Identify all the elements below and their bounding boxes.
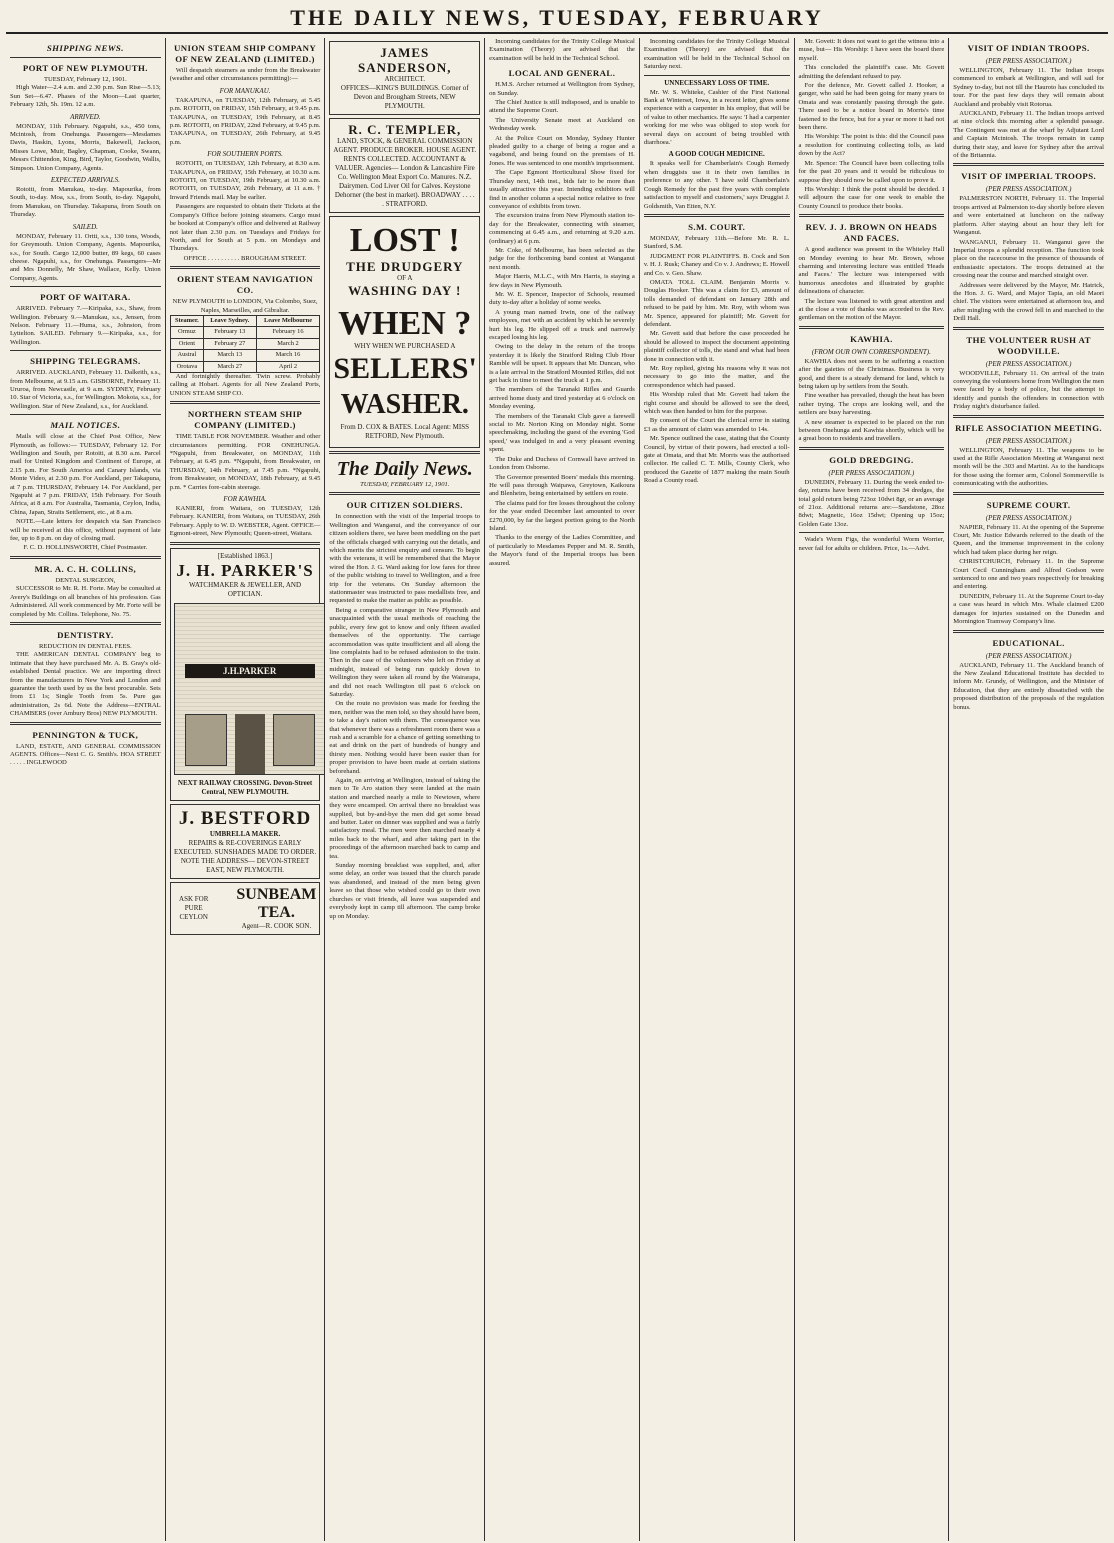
arrived-text: MONDAY, 11th February. Ngapuhi, s.s., 450 tons, Mcintosh, from Onehunga. Passengers—Mesdames Davis, Haskin, Lyons, Morris, Bakewell, Jackson, Misses Lowe, Muir, Bagley, Chapman, Cooke, Swann, Messrs Chittendon, King, Bird, Taylor, Goodwin, Wallis, Simpson. Union Company, Agents. [10, 122, 161, 172]
sailed-heading: SAILED. [72, 222, 98, 231]
schedule-cell: Ormuz [170, 327, 203, 338]
washer-ad [329, 216, 480, 448]
collins-heading: MR. A. C. H. COLLINS, [34, 563, 137, 574]
southern-heading: FOR SOUTHERN PORTS. [207, 150, 283, 159]
rush-sub: (PER PRESS ASSOCIATION.) [985, 359, 1072, 368]
manukau-heading: FOR MANUKAU. [219, 86, 271, 95]
sunbeam-ask: ASK FOR [179, 894, 209, 903]
educational-sub: (PER PRESS ASSOCIATION.) [985, 651, 1072, 660]
divider [799, 447, 945, 450]
lost-line-4: WASHING DAY ! [348, 283, 462, 298]
col5-intro: Incoming candidates for the Trinity College Musical Examination (Theory) are advised that the examination will be held in the Technical School on Saturday next. [643, 38, 790, 71]
bestford-ad [170, 804, 321, 879]
columns [6, 38, 1108, 1541]
gold-text: DUNEDIN, February 11. During the week ended to-day, returns have been received from 34 dredges, the total gold return being 723oz 10dwt 8gr, or an average of 21oz. Additional returns are:—Sandstone, 28oz 8dwt; Magnetic, 16oz 15dwt; Opening up 15oz; Golden Gate 13oz. [798, 478, 945, 528]
union-intro: Will despatch steamers as under from the Breakwater (weather and other circumstances permitting):— [169, 67, 321, 83]
local-para: At the Police Court on Monday, Sydney Hunter pleaded guilty to a charge of being a rogue and a vagabond, and being found on the premises of H. Jones. He was sentenced to one month's imprisonment. [489, 134, 635, 167]
column-7 [949, 38, 1108, 1541]
southern-text: ROTOITI, on TUESDAY, 12th February, at 8.30 a.m. TAKAPUNA, on FRIDAY, 15th February, at 10.30 a.m. ROTOITI, on TUESDAY, 19th February, at 10.30 a.m. ROTOITI, on TUESDAY, 26th February, at 11 a.m. † Inward Friends mail. May be earlier. [169, 160, 321, 201]
divider [644, 214, 790, 217]
expected-heading: EXPECTED ARRIVALS. [50, 176, 120, 185]
dentistry-text: THE AMERICAN DENTAL COMPANY beg to intimate that they have purchased Mr. A. B. Gray's old-established Dental practice. We are importing direct from the manufacturers in New York and London and guarantee the teeth used by us the best procurable. Sets from £1 1s; Single Tooth from 5s. Pure gas administration, 2s 6d. Note the Address—ENTRAL CHAMBERS (over Ambury Bros) NEW PLYMOUTH. [10, 651, 161, 718]
court-para: Mr. Roy replied, giving his reasons why it was not necessary to go into the matter, and the correspondence which had passed. [643, 365, 790, 389]
local-para: The members of the Taranaki Rifles and Guards arrived home dusty and tired yesterday at 6 o'clock on Monday evening. [489, 386, 635, 411]
supreme-para: CHRISTCHURCH, February 11. In the Supreme Court Cecil Cunningham and Alfred Godson were sentenced to one and two years respectively for breaking and entering. [953, 558, 1104, 591]
medicine-heading: A GOOD COUGH MEDICINE. [668, 150, 765, 159]
kawhia-route-heading: FOR KAWHIA. [223, 495, 267, 504]
divider [170, 401, 321, 404]
court-para: MONDAY, February 11th.—Before Mr. R. L. Stanford, S.M. [643, 234, 790, 251]
divider [799, 532, 945, 533]
pennington-heading: PENNINGTON & TUCK, [32, 729, 139, 740]
divider [10, 622, 161, 625]
dentistry-sub: REDUCTION IN DENTAL FEES. [39, 642, 132, 650]
shop-door [235, 714, 265, 774]
washer-text: From D. COX & BATES. Local Agent: MISS RETFORD, New Plymouth. [340, 423, 470, 440]
gold-heading: GOLD DREDGING. [829, 454, 914, 465]
rifle-text: WELLINGTON, February 11. The weapons to be used at the Rifle Association Meeting at Wanganui next month will be the .303 and Martini. As to the handicaps for those using the former arm, Colonel Sommerville is communicating with the authorities. [953, 446, 1104, 488]
kawhia-para: KAWHIA does not seem to be suffering a reaction after the gaieties of the Christmas. Business is very good, and there is a steady demand for land, which is being taken up by settlers from the South. [798, 357, 945, 390]
orient-note: And fortnightly thereafter. Twin screw. Probably calling at Hobart. Agents for all New Zealand Ports, UNION STEAM SHIP CO. [169, 372, 321, 397]
local-para: The University Senate meet at Auckland on Wednesday week. [489, 116, 635, 133]
tide-text: High Water—2.4 a.m. and 2.30 p.m. Sun Rise—5.13; Sun Set—6.47. Phases of the Moon—Last quarter, February 12th, 5h. 19m. 12 a.m. [10, 84, 161, 109]
column-4 [485, 38, 640, 1541]
port-date: TUESDAY, February 12, 1901. [43, 76, 127, 83]
kawhia-para: A new steamer is expected to be placed on the run between Onehunga and Kawhia shortly, which will be a great boon to residents and travellers. [798, 418, 945, 443]
orient-text: NEW PLYMOUTH to LONDON, Via Colombo, Suez, Naples, Marseilles, and Gibraltar. [172, 298, 318, 314]
soldiers-para: Again, on arriving at Wellington, instead of taking the men to Te Aro station they were landed at the main station and marched nearly a mile to Newtown, where they were encamped. On arrival there no breakfast was supplied, but by-and-bye the men did get some bread and butter. Later on dinner was supplied and was a fairly satisfactory meal. The men were then marched nearly 4 miles back to the wharf, and after taking part in the proceedings of the afternoon marched back to camp and tea. [329, 777, 481, 860]
unnecessary-text: Mr. W. S. Whiteke, Cashier of the First National Bank at Winterset, Iowa, in a recent letter, gives some experience with a carpenter in his employ, that will be of value to other mechanics. He says: 'I had a carpenter working for me who was obliged to stop work for several days on account of being troubled with diarrhoea.' [643, 88, 790, 147]
schedule-col-sydney: Leave Sydney. [204, 315, 257, 326]
union-heading: UNION STEAM SHIP COMPANY OF NEW ZEALAND (LIMITED.) [173, 43, 317, 64]
rifle-sub: (PER PRESS ASSOCIATION.) [985, 436, 1072, 445]
postmaster: F. C. D. HOLLINSWORTH, Chief Postmaster. [23, 544, 148, 552]
court-cont: For the defence, Mr. Govett called J. Hooker, a ganger, who said he had been going for many years to Omata and was constantly passing through the gate. There used to be a notice board in Morris's time fastened to the fence, but for a year or more it had not been there. [798, 82, 945, 132]
table-row [170, 327, 320, 338]
orient-schedule [170, 315, 321, 373]
court-para: Mr. Govett said that before the case proceeded he should be allowed to inspect the document appointing plaintiff collector of tolls, the stand and what had been done in connection with it. [643, 330, 790, 363]
orient-heading: ORIENT STEAM NAVIGATION CO. [177, 274, 313, 296]
dentistry-heading: DENTISTRY. [57, 629, 114, 640]
schedule-cell: Austral [170, 350, 203, 361]
schedule-cell: March 2 [256, 338, 320, 349]
brown-heading: REV. J. J. BROWN ON HEADS AND FACES. [805, 222, 938, 244]
shop-window [185, 714, 227, 766]
sunbeam-sub: PURE CEYLON [179, 903, 208, 921]
divider [10, 57, 161, 58]
medicine-text: It speaks well for Chamberlain's Cough Remedy when druggists use it in their own families in preference to any other. 'I have sold Chamberlain's Cough Remedy for the past five years with complete satisfaction to myself and customers,' says Druggist J. Goldsmith, Van Etten, N.Y. [643, 160, 790, 210]
rush-text: WOODVILLE, February 11. On arrival of the train conveying the volunteers home from Wellington the men were faced by a body of police, but the attempt to identify and punish the offenders in connection with Friday night's disturbance failed. [953, 369, 1104, 411]
indian-sub: (PER PRESS ASSOCIATION.) [985, 57, 1072, 65]
schedule-cell: Orient [170, 338, 203, 349]
arrived-heading: ARRIVED. [70, 112, 101, 121]
local-heading: LOCAL AND GENERAL. [508, 68, 616, 79]
shipping-heading: SHIPPING NEWS. [46, 43, 124, 53]
imperial-para: WANGANUI, February 11. Wanganui gave the Imperial troops a splendid reception. The function took place on the racecourse in the presence of thousands of enthusiastic spectators. The troops detrained at the crossing near the course and marched straight over. [953, 238, 1104, 280]
worm-advt: Wade's Worm Figs, the wonderful Worm Worrier, never fail for adults or children. Price, 1s.—Advt. [798, 536, 945, 552]
local-para: Major Harris, M.L.C., with Mrs Harris, is staying a few days in New Plymouth. [489, 273, 635, 289]
mail-note: NOTE.—Late letters for despatch via San Francisco will be received at this office, without payment of late fee, up to 8 p.m. on day of closing mail. [10, 518, 161, 543]
imperial-sub: (PER PRESS ASSOCIATION.) [985, 185, 1072, 194]
local-para: The Cape Egmont Horticultural Show fixed for Thursday next, 14th inst., bids fair to be more than usually attractive this year. Intending exhibitors will find in another column a special notice relative to free conveyance of exhibits from town. [489, 169, 635, 210]
rush-heading: THE VOLUNTEER RUSH AT WOODVILLE. [966, 334, 1091, 356]
union-note: Passengers are requested to obtain their Tickets at the Company's Office before joining steamers. Cargo must be booked at Company's office and delivered at Railway not later than 2.30 p.m. on Tuesdays and Fridays for North, and for South at 5 p.m. on Mondays and Thursdays. [169, 203, 321, 253]
schedule-col-steamer: Steamer. [170, 315, 203, 326]
divider [799, 214, 945, 217]
soldiers-para: In connection with the visit of the Imperial troops to Wellington and Wanganui, and the conveyance of our citizen soldiers there, we have been meddling on the part of the officials charged with carrying out the details, and which merits the strictest enquiry and censure. To begin with the veterans, it will be remembered that the Mayor wired the Hon. J. G. Ward asking for low fares for three of the public wishing to travel to Wellington, and a free trip for the veterans. On Sunday afternoon the stationmaster was instructed to pass medallists free, and requested to make the matter as public as possible. [329, 513, 481, 605]
column-2 [166, 38, 326, 1541]
table-row [170, 350, 320, 361]
pennington-text: LAND, ESTATE, AND GENERAL COMMISSION AGENTS. Offices—Next C. G. Smith's. HOA STREET . . . . . INGLEWOOD [10, 742, 161, 767]
sunbeam-right [236, 886, 316, 931]
column-6 [795, 38, 950, 1541]
templer-heading: R. C. TEMPLER, [348, 122, 462, 137]
table-row [170, 361, 320, 372]
parker-address: NEXT RAILWAY CROSSING. Devon-Street Central, NEW PLYMOUTH. [177, 778, 313, 796]
sanderson-text: OFFICES—KING'S BUILDINGS. Corner of Devon and Brougham Streets, NEW PLYMOUTH. [340, 84, 469, 110]
northern-heading: NORTHERN STEAM SHIP COMPANY (LIMITED.) [187, 409, 303, 431]
soldiers-para: Sunday morning breakfast was supplied, and, after some delay, an order was issued that the church parade was abandoned, and instead of the men being given leave so that those who wished could go to their own churches or visit friends, all leave was suspended and everybody kept in camp till afternoon. The camp broke up on Monday. [329, 862, 481, 920]
gold-sub: (PER PRESS ASSOCIATION.) [828, 468, 915, 477]
kawhia-sub: (FROM OUR OWN CORRESPONDENT). [811, 347, 931, 356]
schedule-cell: March 27 [204, 361, 257, 372]
sanderson-ad [329, 41, 480, 115]
shop-window [273, 714, 315, 766]
divider [953, 163, 1104, 166]
parker-sub: WATCHMAKER & JEWELLER, AND OPTICIAN. [189, 580, 302, 598]
washer-heading: WASHER. [340, 389, 469, 420]
northern-text: TIME TABLE FOR NOVEMBER. Weather and other circumstances permitting. FOR ONEHUNGA. *Ngapuhi, from Breakwater, on MONDAY, 11th February, at 6.45 p.m. *Ngapuhi, from Breakwater, on THURSDAY, 14th February, at 7.45 p.m. *Ngapuhi, from Breakwater, on MONDAY, 18th February, at 9.45 p.m. * Carries fore-cabin steerage. [169, 433, 321, 491]
schedule-header [170, 315, 320, 326]
schedule-cell: April 2 [256, 361, 320, 372]
sunbeam-tea: TEA. [257, 903, 295, 921]
imperial-para: PALMERSTON NORTH, February 11. The Imperial troops arrived at Palmerston to-day shortly before eleven and were entertained at luncheon on the railway platform. After staying about an hour they left for Wanganui. [953, 195, 1104, 237]
court-para: His Worship ruled that Mr. Govett had taken the right course and should be allowed to see the deed, which was then handed to him for the purpose. [643, 391, 790, 416]
educational-text: AUCKLAND, February 11. The Auckland branch of the New Zealand Educational Institute has decided to inform Mr. Grundy, of Wellington, and the Minister of Education, that they are entirely dissatisfied with the proposed distribution of the proposals of the regulation bonus. [953, 661, 1104, 711]
manukau-text: TAKAPUNA, on TUESDAY, 12th February, at 5.45 p.m. ROTOITI, on FRIDAY, 15th February, at 9.45 p.m. TAKAPUNA, on TUESDAY, 19th February, at 8.45 p.m. ROTOITI, on FRIDAY, 22nd February, at 9.45 p.m. TAKAPUNA, on TUESDAY, 26th February, at 9.45 p.m. [169, 96, 321, 146]
templer-text: LAND, STOCK, & GENERAL COMMISSION AGENT. PRODUCE BROKER. HOUSE AGENT. RENTS COLLECTED. ACCOUNTANT & VALUER. Agencies— London & Lancashire Fire Co. Wellington Meat Export Co. Manures. N.Z. Dairymen. Cod Liver Oil for Calves. Keystone Dehorner (the best in market). BROADWAY . . . . . STRATFORD. [333, 137, 477, 208]
brown-para: The lecture was listened to with great attention and at the close a vote of thanks was accorded to the Rev. gentleman on the motion of the Mayor. [798, 297, 945, 322]
soldiers-heading: OUR CITIZEN SOLDIERS. [346, 500, 463, 511]
court-cont: This concluded the plaintiff's case. Mr. Govett admitting the defendant refused to pay. [798, 64, 945, 80]
local-para: The Duke and Duchess of Cornwall have arrived in London from Osborne. [489, 455, 635, 472]
waitara-heading: PORT OF WAITARA. [40, 292, 131, 303]
local-intro: Incoming candidates for the Trinity College Musical Examination (Theory) are advised that the examination will be held in the Technical School. [489, 38, 635, 62]
lost-line-3: OF A [397, 274, 413, 282]
schedule-cell: February 16 [256, 327, 320, 338]
divider [329, 492, 480, 495]
local-para: H.M.S. Archer returned at Wellington from Sydney, on Sunday. [489, 81, 635, 97]
court-para: OMATA TOLL CLAIM. Benjamin Morris v. Douglas Hooker. This was a claim for £3, amount of tolls demanded of defendant on January 28th and refused to be paid by him. Mr. Roy, with whom was Mr. Spence, appeared for plaintiff; Mr. Govett for defendant. [643, 278, 790, 328]
collins-sub: DENTAL SURGEON, [55, 576, 116, 584]
divider [953, 415, 1104, 418]
local-para: The members of the Taranaki Club gave a farewell social to Mr. Norton King on Monday night. Some speechmaking, including the guest of the evening 'God speed,' was indulged in and a very pleasant evening spent. [489, 412, 635, 454]
table-row [170, 338, 320, 349]
court-cont: Mr. Govett: It does not want to get the witness into a muse, but— His Worship: I have seen the board there myself. [798, 38, 945, 62]
soldiers-para: On the route no provision was made for feeding the men, neither was the men told, so they should have been, to take a day's ration with them. The consequence was that whenever there was a refreshment room there was a rush and a scramble for a chance of getting something to eat and drink on the part of hundreds of hungry and thirsty men. Nothing would have been easier than for proper provision to have been made at certain stations beforehand. [329, 700, 481, 775]
column-1 [6, 38, 166, 1541]
sunbeam-agent: Agent—R. COOK SON. [241, 921, 312, 930]
divider [644, 75, 790, 76]
soldiers-para: Being a comparative stranger in New Plymouth and unacquainted with the usual methods of reaching the public, every few got to know and only fifteen availed themselves of the opportunity. The carriage accommodation was quite insufficient and all along the line complaints had to be refused admission to the train. Then in the case of the volunteers who left on Friday at midnight, instead of being run quickly down to Wellington they were taken all round by the Wairarapa, and did not reach Wellington till past 6 o'clock on Saturday. [329, 606, 481, 698]
sailed-text: MONDAY, February 11. Ortti, s.s., 130 tons, Woods, for Greymouth. Union Company, Agents. Mapourika, s.s., for South. Cargo 12,000 butter, 89 kegs, 60 cases cheese. Ngapuhi, s.s., for Onehunga. Passengers—Mr and Mrs Donnelly, Mr Shaw, Wallace, Kelly. Union Company, Agents. [10, 232, 161, 282]
divider [953, 492, 1104, 495]
divider [10, 286, 161, 287]
court-para: By consent of the Court the clerical error in stating £3 as the amount of claim was amended to 14s. [643, 417, 790, 433]
paper-nameplate: The Daily News. [336, 458, 473, 480]
masthead-title: THE DAILY NEWS, TUESDAY, FEBRUARY [290, 5, 824, 30]
sunbeam-left [174, 895, 214, 922]
sanderson-heading: JAMES SANDERSON, [358, 45, 452, 75]
court-para: JUDGMENT FOR PLAINTIFFS. B. Cock and Son v. H. J. Rusk; Chaney and Co v. J. Andrews; E. Howell and Co. v. Geo. Shaw. [643, 252, 790, 277]
expected-text: Rotoiti, from Manukau, to-day. Mapourika, from South, to-day. Moa, s.s., from South, to-day. Ngapuhi, from Manukau, on Thursday. Takapuna, from South on Thursday. [10, 186, 161, 219]
column-5 [640, 38, 795, 1541]
imperial-heading: VISIT OF IMPERIAL TROOPS. [961, 171, 1097, 182]
divider [170, 542, 321, 545]
local-para: A young man named Irwin, one of the railway employees, met with an accident by which he severely hurt his leg. He slipped off a truck and narrowly escaped losing his leg. [489, 308, 635, 341]
schedule-cell: March 13 [204, 350, 257, 361]
sanderson-sub: ARCHITECT. [384, 75, 426, 83]
divider [10, 350, 161, 351]
bestford-text: REPAIRS & RE-COVERINGS EARLY EXECUTED. SUNSHADES MADE TO ORDER. NOTE THE ADDRESS— DEVON-STREET EAST, NEW PLYMOUTH. [174, 838, 317, 874]
sellers-heading: SELLERS' [333, 352, 477, 385]
imperial-para: Addresses were delivered by the Mayor, Mr. Hatrick, the Hon. J. G. Ward, and Major Tapia, an old Maori chief. The visitors were entertained at afternoon tea, and after mingling with the crowd fell in and marched to the Drill Hall. [953, 281, 1104, 323]
mail-text: Mails will close at the Chief Post Office, New Plymouth, as follows:— TUESDAY, February 12. For Wellington and South, per Rotoiti, at 8.30 a.m. Parcel mail for United Kingdom and Continent of Europe, at 2.15 p.m. For South America and Canary Islands, via Monte Video, at 2.30 p.m. For Auckland, per Takapuna, at 7 p.m. THURSDAY, February 14. For Auckland, per Ngapuhi at 7 p.m. FRIDAY, 15th February. For South Africa, at 8 a.m. For Australia, Tasmania, Ceylon, India, China, Japan, Straits Settlement, etc., at 8 a.m. [10, 433, 161, 516]
court-cont: His Worship: I think the point should be decided. I will adjourn the case for one week to enable the County Council to produce their books. [798, 185, 945, 210]
brown-para: A good audience was present in the Whiteley Hall on Monday evening to hear Mr. Brown, whose charming and interesting lecture was entitled 'Heads and Faces.' The lecture was interspersed with humorous anecdotes and illustrated by graphic delineations of character. [798, 246, 945, 296]
local-para: The excursion trains from New Plymouth station to-day for the Breakwater, connecting with steamer, commencing at 6.45 a.m., and returning at 9.20 a.m. (ordinary) at 6 p.m. [489, 212, 635, 245]
divider [170, 266, 321, 269]
local-para: The claims paid for fire losses throughout the colony for the year ended December last amounted to over £270,000, by far the largest portion going to the North Island. [489, 499, 635, 532]
divider [10, 556, 161, 559]
when-sub: WHY WHEN WE PURCHASED A [354, 342, 456, 350]
court-para: Mr. Spence outlined the case, stating that the County Council, by virtue of their powers, had erected a toll-gate at Omata, and that Mr. Morris was the authorised collector. He called C. T. Mills, County Clerk, who produced the Gazette of 1877 making the main South Road a County road. [643, 435, 790, 485]
bestford-sub: UMBRELLA MAKER. [209, 829, 281, 838]
mail-heading: MAIL NOTICES. [50, 420, 121, 431]
templer-ad [329, 118, 480, 213]
divider [329, 451, 480, 454]
lost-heading: LOST ! [349, 222, 460, 259]
court-heading: S.M. COURT. [688, 221, 746, 232]
local-para: The Chief Justice is still indisposed, and is unable to attend the Supreme Court. [489, 99, 635, 115]
schedule-cell: February 27 [204, 338, 257, 349]
union-office: OFFICE . . . . . . . . . . BROUGHAM STREET. [183, 254, 307, 262]
parker-established: [Established 1863.] [217, 551, 273, 560]
supreme-para: DUNEDIN, February 11. At the Supreme Court to-day a case was heard in which Mrs. Whale claimed £200 damages for injuries sustained on the Dunedin and Mornington Tramway Company's line. [953, 592, 1104, 626]
waitara-text: ARRIVED. February 7.—Kiripaka, s.s., Shaw, from Wellington. February 9.—Manukau, s.s., Jensen, from Nelson. February 11.—Huma, s.s., Johnston, from Lyttelton. SAILED. February 9.—Kiripaka, s.s., for Wellington. [10, 305, 161, 346]
schedule-cell: February 13 [204, 327, 257, 338]
supreme-sub: (PER PRESS ASSOCIATION.) [985, 513, 1072, 522]
column-3 [325, 38, 485, 1541]
kawhia-route-text: KANIERI, from Waitara, on TUESDAY, 12th February. KANIERI, from Waitara, on TUESDAY, 26th February. Apply to W. D. WEBSTER, Agent. OFFICE—Egmont-street, New Plymouth; Queen-street, Waitara. [169, 505, 321, 538]
divider [10, 414, 161, 415]
port-heading: PORT OF NEW PLYMOUTH. [22, 63, 148, 73]
schedule-cell: Orotava [170, 361, 203, 372]
collins-text: SUCCESSOR to Mr. R. H. Forte. May be consulted at Avery's Buildings on all branches of his profession. Gas Administered. All work commenced by Mr. Forte will be completed by Mr. Collins. Telephone, No. 75. [10, 585, 161, 618]
sunbeam-ad [170, 882, 321, 935]
kawhia-heading: KAWHIA. [850, 333, 893, 344]
paper-date: TUESDAY, FEBRUARY 12, 1901. [360, 481, 450, 488]
supreme-para: NAPIER, February 11. At the opening of the Supreme Court, Mr. Justice Edwards referred to the death of the Queen, and the immense improvement in the colony which had taken place during her reign. [953, 523, 1104, 556]
divider [953, 327, 1104, 330]
divider [10, 722, 161, 725]
court-cont: His Worship: The point is this: did the Council pass a resolution for continuing collecting tolls, as laid down by the Act? [798, 133, 945, 158]
unnecessary-heading: UNNECESSARY LOSS OF TIME. [664, 78, 770, 87]
telegrams-heading: SHIPPING TELEGRAMS. [30, 356, 141, 367]
local-para: Mr. Coke, of Melbourne, has been selected as the judge for the forthcoming band contest at Wanganui next month. [489, 246, 635, 271]
shopfront-illustration [174, 603, 326, 775]
parker-heading: J. H. PARKER'S [176, 560, 314, 580]
divider [953, 630, 1104, 633]
rifle-heading: RIFLE ASSOCIATION MEETING. [955, 422, 1103, 433]
local-para: Mr. W. E. Spencer, Inspector of Schools, resumed duty to-day after a holiday of some weeks. [489, 290, 635, 307]
telegrams-text: ARRIVED. AUCKLAND, February 11. Dalkeith, s.s., from Melbourne, at 9.15 a.m. GISBORNE, February 11. Ururoa, from Newcastle, at 9 a.m. SYDNEY, February 10. Star of Victoria, s.s., for Wellington. Mokoia, s.s., for Wellington. Star of New Zealand, s.s., for Auckland. [10, 369, 161, 410]
local-para: The Governor presented Boers' medals this morning. He will pass through Waipawa, Greytown, Kaikoura and Blenheim, being entertained by settlers en route. [489, 473, 635, 498]
court-cont: Mr. Spence: The Council have been collecting tolls for the past 20 years and it would be ridiculous to suppose they should now be called upon to prove it. [798, 159, 945, 184]
bestford-heading: J. BESTFORD [178, 807, 312, 829]
parker-ad [170, 548, 321, 801]
kawhia-para: Fine weather has prevailed, though the heat has been rather trying. The crops are looking well, and the settlers are busy harvesting. [798, 392, 945, 417]
indian-heading: VISIT OF INDIAN TROOPS. [967, 43, 1090, 53]
divider [799, 326, 945, 329]
supreme-heading: SUPREME COURT. [986, 499, 1071, 510]
indian-para: AUCKLAND, February 11. The Indian troops arrived at nine o'clock this morning after a splendid passage. The Contingent was met at the wharf by Adjutant Lord and Captain Mcintosh. The troops remain in camp during their stay, and leave for Sydney after the arrival of the Britannia. [953, 110, 1104, 160]
schedule-col-melbourne: Leave Melbourne [256, 315, 320, 326]
indian-para: WELLINGTON, February 11. The Indian troops commenced to embark at Wellington, and will sail for Sydney to-day, but not till the Hauroto has concluded its tour. For the past few days they will remain about Auckland and probably visit Rotorua. [953, 67, 1104, 108]
lost-line-2: THE DRUDGERY [346, 259, 464, 274]
schedule-cell: March 16 [256, 350, 320, 361]
educational-heading: EDUCATIONAL. [992, 637, 1065, 648]
masthead [6, 4, 1108, 34]
sunbeam-heading: SUNBEAM [236, 885, 317, 903]
when-heading: WHEN ? [338, 305, 472, 342]
local-para: Thanks to the energy of the Ladies Committee, and of particularly to Mesdames Pepper and M. R. Smith, the Mayor's fund of the Imperial troops has been assured. [489, 534, 635, 567]
local-para: Owing to the delay in the return of the troops yesterday it is likely the Stratford Riding Club Hour Ramble will be upset. It appears that Mr. Duncan, who is a late arrival in the Stratford Mounted Rifles, did not get back in time to meet the truck at 1 p.m. [489, 343, 635, 385]
shop-sign: J.H.PARKER [185, 664, 315, 678]
